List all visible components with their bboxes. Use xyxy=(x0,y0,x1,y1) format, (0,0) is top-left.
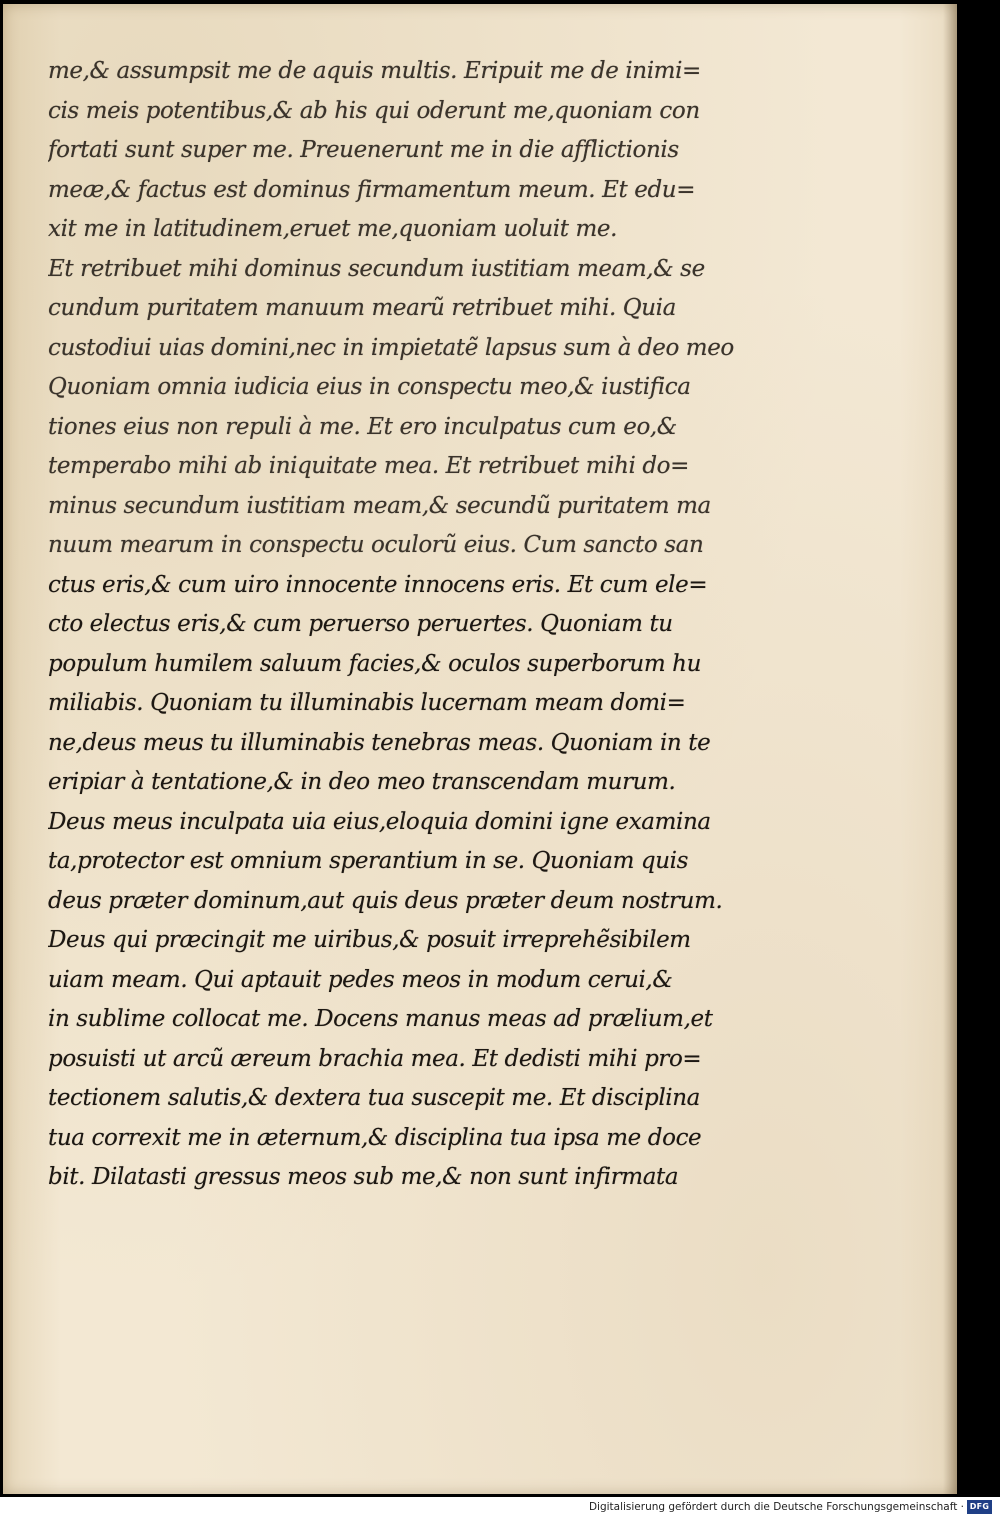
text-line-25: in sublime collocat me. Docens manus meas ad prælium,et xyxy=(48,1006,713,1032)
text-line-13: nuum mearum in conspectu oculorũ eius. Cum sancto san xyxy=(48,532,704,558)
text-line-12: minus secundum iustitiam meam,& secundũ puritatem ma xyxy=(48,492,711,519)
text-line-4: meæ,& factus est dominus firmamentum meum. Et edu= xyxy=(48,176,696,203)
text-line-8: custodiui uias domini,nec in impietatẽ lapsus sum à deo meo xyxy=(48,334,734,361)
text-line-26: posuisti ut arcũ æreum brachia mea. Et dedisti mihi pro= xyxy=(48,1045,702,1072)
text-line-7: cundum puritatem manuum mearũ retribuet mihi. Quia xyxy=(48,295,676,321)
text-line-15: cto electus eris,& cum peruerso peruertes. Quoniam tu xyxy=(48,611,673,637)
page-text-block xyxy=(48,52,738,1198)
text-line-29: bit. Dilatasti gressus meos sub me,& non sunt infirmata xyxy=(48,1164,679,1190)
text-line-5: xit me in latitudinem,eruet me,quoniam uoluit me. xyxy=(48,216,618,242)
text-line-17: miliabis. Quoniam tu illuminabis lucernam meam domi= xyxy=(48,690,686,716)
text-line-14: ctus eris,& cum uiro innocente innocens eris. Et cum ele= xyxy=(48,571,708,598)
dfg-logo-icon: DFG xyxy=(967,1500,992,1514)
text-line-28: tua correxit me in æternum,& disciplina tua ipsa me doce xyxy=(48,1124,702,1151)
text-line-27: tectionem salutis,& dextera tua suscepit me. Et disciplina xyxy=(48,1085,700,1111)
text-line-3: fortati sunt super me. Preuenerunt me in die afflictionis xyxy=(48,137,679,163)
page-edge-shadow xyxy=(943,4,957,1494)
text-line-20: Deus meus inculpata uia eius,eloquia domini igne examina xyxy=(48,808,711,835)
text-line-10: tiones eius non repuli à me. Et ero inculpatus cum eo,& xyxy=(48,413,677,440)
text-line-6: Et retribuet mihi dominus secundum iustitiam meam,& se xyxy=(48,255,705,282)
text-line-23: Deus qui præcingit me uiribus,& posuit irreprehẽsibilem xyxy=(48,927,691,953)
text-line-24: uiam meam. Qui aptauit pedes meos in modum cerui,& xyxy=(48,966,673,993)
text-line-1: me,& assumpsit me de aquis multis. Eripuit me de inimi= xyxy=(48,58,701,84)
book-page xyxy=(3,4,957,1494)
text-line-19: eripiar à tentatione,& in deo meo transcendam murum. xyxy=(48,769,676,795)
text-line-2: cis meis potentibus,& ab his qui oderunt me,quoniam con xyxy=(48,97,700,124)
text-line-18: ne,deus meus tu illuminabis tenebras meas. Quoniam in te xyxy=(48,729,711,756)
text-line-16: populum humilem saluum facies,& oculos superborum hu xyxy=(48,650,701,677)
text-line-9: Quoniam omnia iudicia eius in conspectu meo,& iustifica xyxy=(48,374,691,400)
attribution-footer xyxy=(0,1497,1000,1518)
funding-credit: Digitalisierung gefördert durch die Deutsche Forschungsgemeinschaft · xyxy=(588,1501,964,1513)
text-line-21: ta,protector est omnium sperantium in se. Quoniam quis xyxy=(48,848,689,874)
text-line-11: temperabo mihi ab iniquitate mea. Et retribuet mihi do= xyxy=(48,453,690,479)
text-line-22: deus præter dominum,aut quis deus præter deum nostrum. xyxy=(48,887,723,914)
